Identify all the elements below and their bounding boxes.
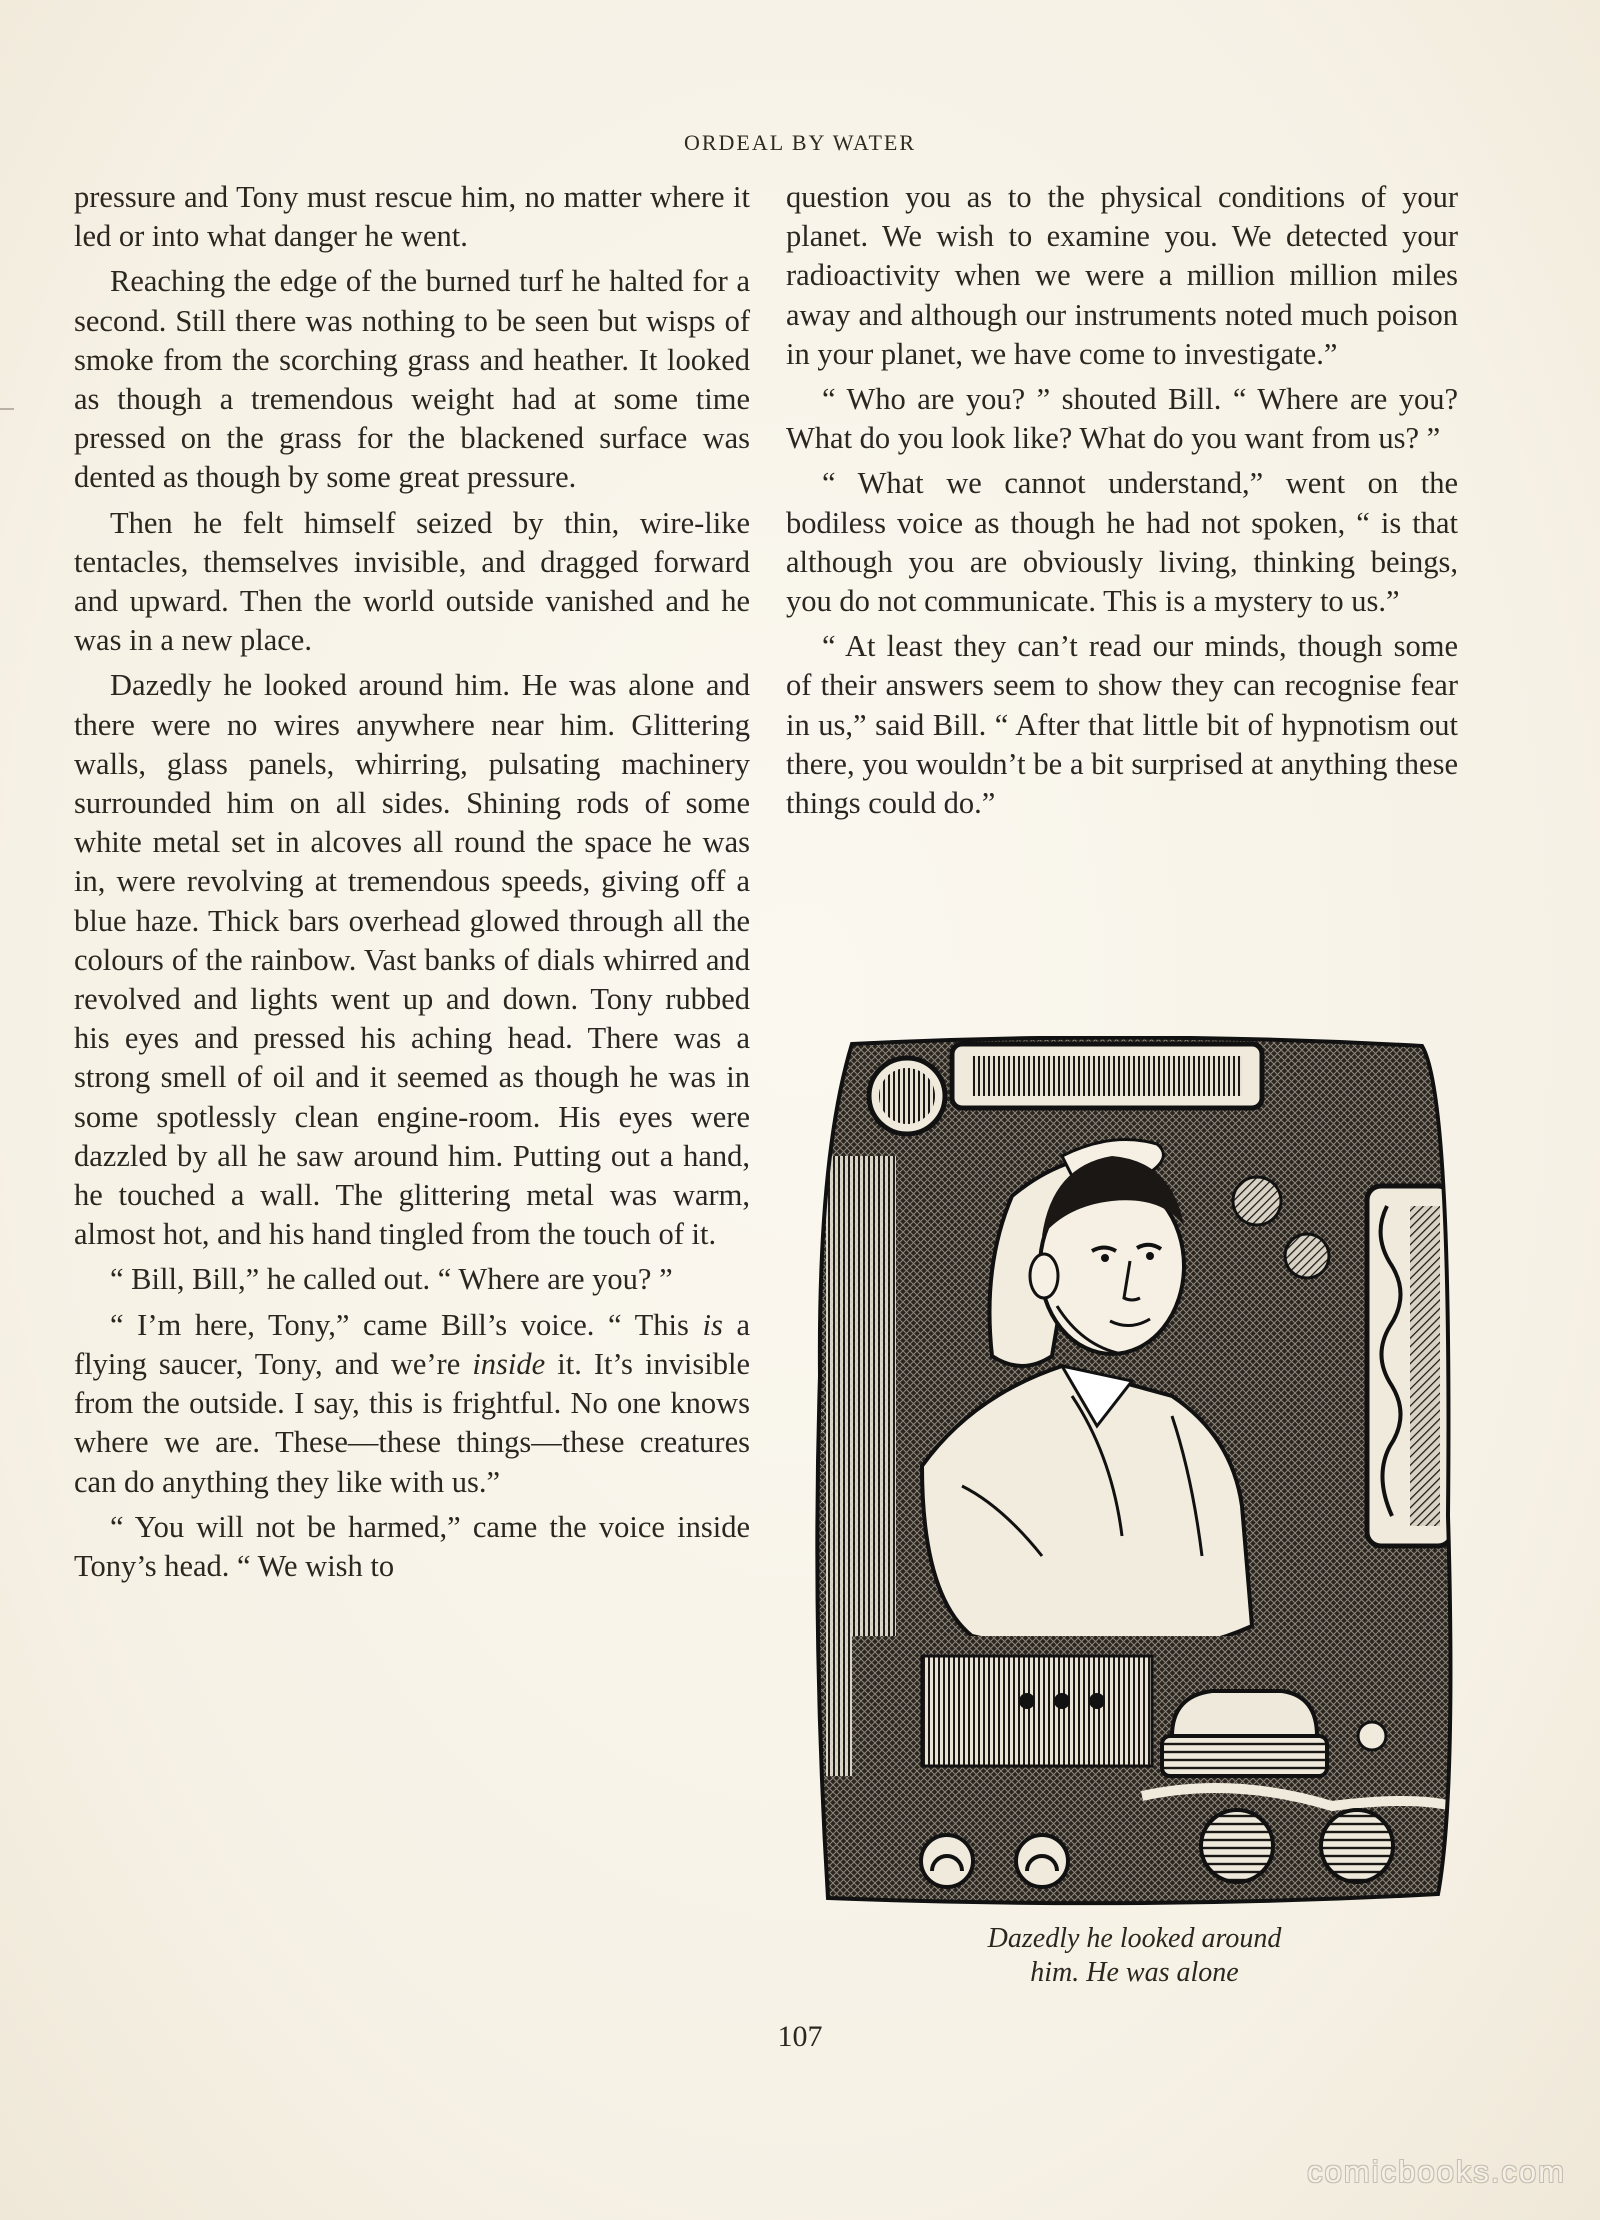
text-run: a flying saucer, Tony, and we’re <box>74 1307 751 1381</box>
watermark-text: comicbooks.com <box>1307 2154 1566 2189</box>
paragraph: question you as to the physical conditions of your planet. We wish to examine you. We detected your radioactivity when we were a million million miles away and although our instruments noted much poison in your planet, we have come to investigate.” <box>786 180 1458 371</box>
text-run: “ I’m here, Tony,” came Bill’s voice. “ This <box>110 1307 703 1342</box>
page-edge-mark <box>0 408 14 410</box>
right-column <box>786 178 1458 823</box>
paragraph: Dazedly he looked around him. He was alone and there were no wires anywhere near him. Glittering walls, glass panels, whirring, pulsating machinery surrounded him on all sides. Shining rods of some white metal set in alcoves all round the space he was in, were revolving at tremendous speeds, giving off a blue haze. Thick bars overhead glowed through all the colours of the rainbow. Vast banks of dials whirred and revolved and lights went up and down. Tony rubbed his eyes and pressed his aching head. There was a strong smell of oil and it seemed as though he was in some spotlessly clean engine-room. His eyes were dazzled by all he saw around him. Putting out a hand, he touched a wall. The glittering metal was warm, almost hot, and his hand tingled from the touch of it. <box>74 668 750 1252</box>
paragraph: “ At least they can’t read our minds, though some of their answers seem to show they can recognise fear in us,” said Bill. “ After that little bit of hypnotism out there, you wouldn’t be a bit surprised at anything these things could do.” <box>786 629 1458 821</box>
illustration-drawing <box>812 1036 1457 1926</box>
text-run: it. It’s invisible from the outside. I say, this is frightful. No one knows where we are. These—these things—these creatures can do anything they like with us.” <box>74 1346 750 1499</box>
paragraph: Reaching the edge of the burned turf he halted for a second. Still there was nothing to be seen but wisps of smoke from the scorching grass and heather. It looked as though a tremendous weight had at some time pressed on the grass for the blackened surface was dented as though by some great pressure. <box>74 264 750 495</box>
paragraph: “ Bill, Bill,” he called out. “ Where are you? ” <box>110 1262 673 1297</box>
left-column <box>74 178 750 1586</box>
paragraph: “ Who are you? ” shouted Bill. “ Where are you? What do you look like? What do you want from us? ” <box>786 382 1458 456</box>
caption-line: Dazedly he looked around <box>987 1923 1282 1954</box>
paragraph: “ What we cannot understand,” went on the bodiless voice as though he had not spoken, “ is that although you are obviously living, thinking beings, you do not communicate. This is a mystery to us.” <box>786 466 1458 619</box>
emphasis-is: is <box>702 1307 723 1342</box>
paragraph: pressure and Tony must rescue him, no matter where it led or into what danger he went. <box>74 180 750 254</box>
emphasis-inside: inside <box>472 1346 546 1381</box>
paragraph: “ You will not be harmed,” came the voice inside Tony’s head. “ We wish to <box>74 1509 750 1583</box>
paragraph-bill-voice <box>74 1306 750 1502</box>
running-head: ORDEAL BY WATER <box>683 130 917 155</box>
paragraph: Then he felt himself seized by thin, wire-like tentacles, themselves invisible, and dragged forward and upward. Then the world outside vanished and he was in a new place. <box>74 505 750 658</box>
page-number: 107 <box>777 2020 823 2053</box>
illustration-caption <box>812 1922 1457 1990</box>
caption-line: him. He was alone <box>1030 1957 1239 1988</box>
illustration-tony-in-saucer <box>812 1036 1457 1926</box>
